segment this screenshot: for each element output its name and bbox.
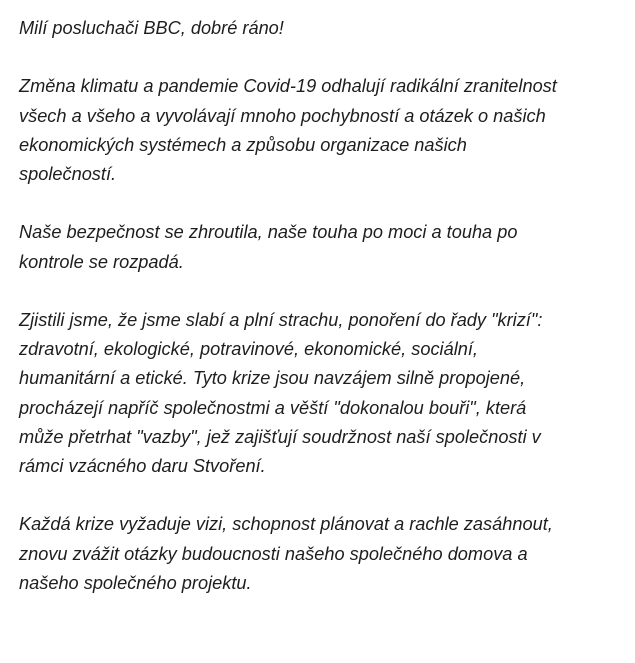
text-line: rámci vzácného daru Stvoření.: [19, 456, 266, 476]
text-line: může přetrhat "vazby", jež zajišťují soudržnost naší společnosti v: [19, 426, 541, 447]
text-line: společností.: [19, 164, 117, 184]
paragraph-greeting: [19, 14, 619, 43]
paragraph-vision: [19, 510, 619, 598]
text-line: kontrole se rozpadá.: [19, 251, 184, 272]
text-line: Každá krize vyžaduje vizi, schopnost plánovat a rachle zasáhnout,: [19, 514, 553, 535]
paragraph-climate-pandemic: [19, 72, 619, 189]
text-line: Změna klimatu a pandemie Covid-19 odhalují radikální zranitelnost: [19, 76, 557, 97]
text-line: humanitární a etické. Tyto krize jsou navzájem silně propojené,: [19, 368, 526, 389]
text-line: všech a všeho a vyvolávají mnoho pochybností a otázek o našich: [19, 105, 546, 126]
text-line: Milí posluchači BBC, dobré ráno!: [19, 18, 284, 38]
text-line: znovu zvážit otázky budoucnosti našeho společného domova a: [19, 543, 528, 564]
text-line: Naše bezpečnost se zhroutila, naše touha po moci a touha po: [19, 222, 518, 243]
text-line: Zjistili jsme, že jsme slabí a plní strachu, ponoření do řady "krizí":: [19, 309, 543, 330]
text-line: ekonomických systémech a způsobu organizace našich: [19, 134, 467, 155]
text-line: procházejí napříč společnostmi a věští "dokonalou bouři", která: [19, 397, 527, 418]
paragraph-crises: [19, 306, 619, 481]
paragraph-security: [19, 218, 619, 276]
document-body: [19, 14, 619, 598]
text-line: našeho společného projektu.: [19, 572, 252, 593]
text-line: zdravotní, ekologické, potravinové, ekonomické, sociální,: [19, 339, 478, 360]
